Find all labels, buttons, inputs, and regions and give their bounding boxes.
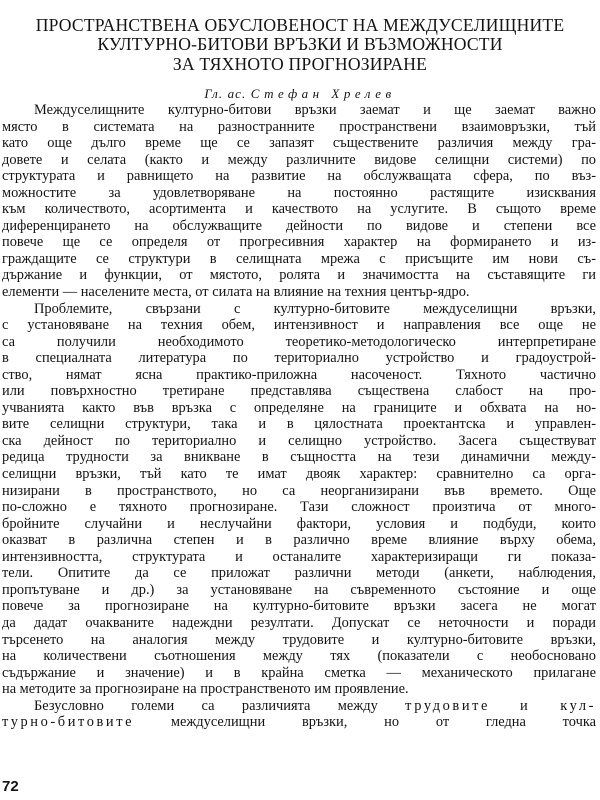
body-line: са получили необходимото теоретико-методологическо интерпретиране [2, 333, 596, 350]
body-line: да дадат очакваните надеждни резултати. Допускат се неточности и поради [2, 614, 596, 631]
text-segment: Безусловно големи са различията между [34, 697, 378, 714]
body-line: диференцирането на обслужващите дейности по видове и степени все [2, 217, 596, 234]
emphasis-spaced: трудовите и кул- [405, 697, 596, 714]
body-line: търсенето на аналогия между трудовите и културно-битовите връзки, [2, 631, 596, 648]
body-line: Междуселищните културно-битови връзки заемат и ще заемат важно [34, 102, 596, 118]
body-line: повече за прогнозиране на културно-битовите връзки засега не могат [2, 598, 596, 615]
body-line: съдържание и значение) и в крайна сметка — механическото прилагане [2, 664, 596, 681]
body-line: по-сложно е тяхното прогнозиране. Тази сложност произтича от много- [2, 499, 596, 516]
body-line: интензивността, структурата и останалите характеризиращи ги показа- [2, 548, 596, 565]
body-line: структурата и равнището на развитие на обслужващата сфера, по въз- [2, 168, 596, 185]
body-line: граждащите се структури в селищната мрежа с присъщите им нови съ- [2, 250, 596, 267]
body-line: като още дълго време ще се запазят съществените различия между гра- [2, 135, 596, 152]
body-line: бройните случайни и неслучайни фактори, условия и подбуди, които [2, 515, 596, 532]
emphasis-spaced: турно-битовите [2, 714, 135, 731]
body-line: на методите за прогнозиране на пространственото им проявление. [2, 681, 409, 698]
body-line: довете и селата (както и между различните видове селищни системи) по [2, 151, 596, 168]
body-line: оказват в различна степен и в различно време влияние върху обема, [2, 532, 596, 549]
body-line-spaced [2, 714, 596, 731]
title-line-3: ЗА ТЯХНОТО ПРОГНОЗИРАНЕ [172, 53, 428, 74]
body-line: низирани в пространството, но са неорганизирани във времето. Още [2, 482, 596, 499]
body-line: елементи — населените места, от силата на влияние на техния център-ядро. [2, 284, 470, 301]
body-line: редица трудности за вникване в същността на тези динамични между- [2, 449, 596, 466]
body-line: в специалната литература по териториално устройство и градоустрой- [2, 350, 596, 367]
title-line-1: ПРОСТРАНСТВЕНА ОБУСЛОВЕНОСТ НА МЕЖДУСЕЛИЩНИТЕ [35, 14, 565, 35]
body-line: на количествени съотношения между тях (показатели с необосновано [2, 648, 596, 665]
body-line: повече ще се определя от прогресивния характер на формирането и из- [2, 234, 596, 251]
body-line: учванията както във връзка с определяне на границите и обхвата на но- [2, 399, 596, 416]
body-line: ска дейност по териториално и селищно устройство. Засега съществуват [2, 432, 596, 449]
body-line: или повърхностно третиране представлява съществена слабост на про- [2, 383, 596, 400]
body-line: държание и функции, от мястото, ролята и значимостта на съставящите ги [2, 267, 596, 284]
author-name: Стефан Хрелев [250, 86, 396, 101]
article-title [8, 16, 592, 75]
body-line: Проблемите, свързани с културно-битовите междуселищни връзки, [34, 300, 596, 317]
body-line: към количеството, асортимента и качеството на услугите. В същото време [2, 201, 596, 218]
author-byline [0, 86, 600, 102]
page-number: 72 [2, 778, 19, 795]
title-line-2: КУЛТУРНО-БИТОВИ ВРЪЗКИ И ВЪЗМОЖНОСТИ [97, 34, 503, 55]
body-line: ство, нямат ясна практико-приложна насоченост. Тяхното частично [2, 366, 596, 383]
body-line: селищни връзки, тъй като те имат двояк характер: сравнително са орга- [2, 466, 596, 483]
body-line: пропътуване и др.) за установяване на съвременното състояние и още [2, 581, 596, 598]
body-line: с установяване на техния обем, интензивност и направления все още не [2, 317, 596, 334]
body-line-spaced [2, 698, 596, 715]
text-segment: междуселищни връзки, но от гледна точка [170, 714, 596, 731]
article-body [2, 102, 596, 731]
body-line: вите селищни структури, така и в цялостната проектантска и управлен- [2, 416, 596, 433]
author-rank: Гл. ас. [204, 86, 247, 101]
body-line: място в системата на разностранните пространствени взаимовръзки, тъй [2, 118, 596, 135]
body-line: можностите за удовлетворяване на постоянно растящите изисквания [2, 184, 596, 201]
body-line: тели. Опитите да се приложат различни методи (анкети, наблюдения, [2, 565, 596, 582]
